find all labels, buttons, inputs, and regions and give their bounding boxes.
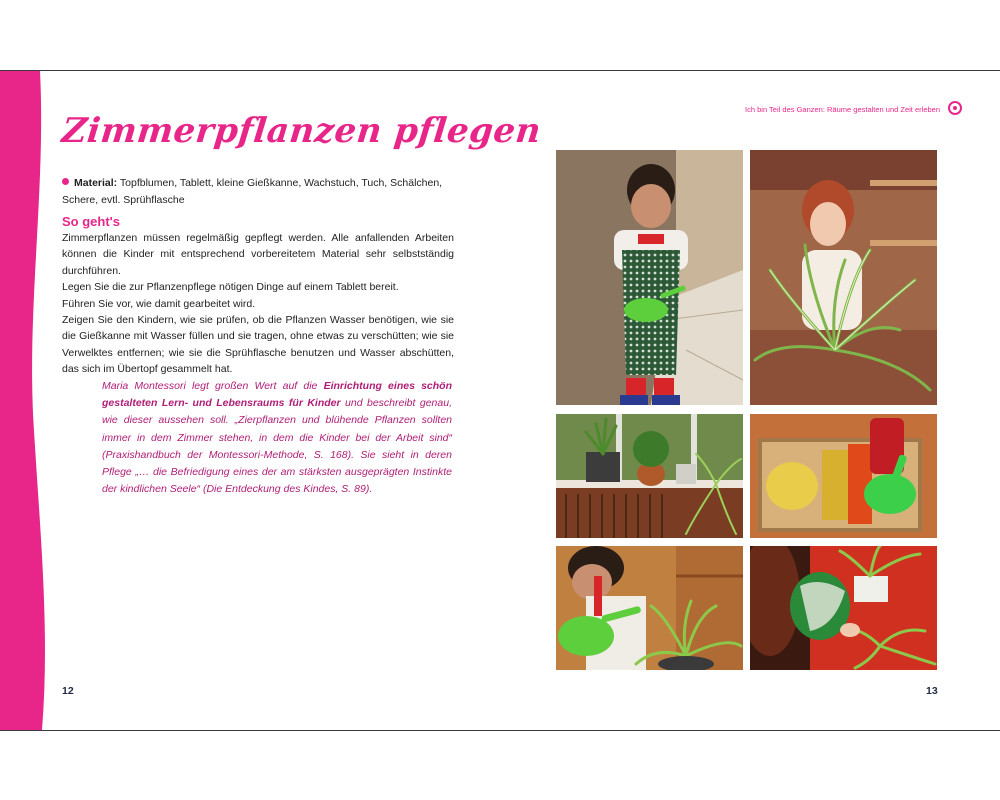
material-list: [62, 175, 452, 209]
photo-boy-watering-plant: [556, 546, 743, 670]
body-paragraph: Legen Sie die zur Pflanzenpflege nötigen Dinge auf einem Tablett bereit.: [62, 281, 399, 294]
montessori-quote: [102, 378, 452, 498]
body-paragraph: Zimmerpflanzen müssen regelmäßig gepflegt werden. Alle anfallenden Arbeiten können die Kinder mit entsprechend vorbereitetem Material sehr selbstständig durchführen.: [62, 232, 454, 277]
photo-windowsill-plants: [556, 414, 743, 538]
bullet-dot-icon: [62, 178, 69, 185]
material-text: Topfblumen, Tablett, kleine Gießkanne, Wachstuch, Tuch, Schälchen, Schere, evtl. Sprühflasche: [62, 177, 443, 206]
quote-bold: Einrichtung eines schön gestalteten Lern- und Lebensraums für Kinder: [102, 380, 452, 410]
magenta-edge-wave: [0, 71, 60, 730]
quote-part-2: und beschreibt genau, wie dieser aussehen soll. „Zierpflanzen und blühende Pflanzen sollten immer in dem Zimmer stehen, in dem die Kinder bei der Arbeit sind“ (Praxishandbuch der Montessori-Methode, S. 168). Sie sieht in deren Pflege „… die Befriedigung eines der am stärksten ausgeprägten Instinkte der kindlichen Seele“ (Die Entdeckung des Kindes, S. 89).: [102, 397, 452, 496]
body-paragraph: Zeigen Sie den Kindern, wie sie prüfen, ob die Pflanzen Wasser benötigen, wie sie die Gießkanne mit Wasser füllen und sie tragen, ohne etwas zu verschütten; wie sie Verwelktes entfernen; wie sie die Sprühflasche benutzen und Wasser abschütten, das sich im Übertopf gesammelt hat.: [62, 314, 454, 376]
section-heading: So geht's: [62, 214, 120, 229]
book-spread: [0, 70, 1000, 731]
running-head: Ich bin Teil des Ganzen: Räume gestalten und Zeit erleben: [745, 105, 940, 114]
photo-tray-materials: [750, 414, 937, 538]
page-number-right: 13: [926, 685, 938, 697]
circle-logo-icon: [948, 101, 962, 115]
body-text: [62, 230, 454, 378]
material-label: Material:: [74, 177, 118, 189]
page-number-left: 12: [62, 685, 74, 697]
photo-boy-watering-can: [556, 150, 743, 405]
page-title: Zimmerpflanzen pflegen: [59, 111, 543, 151]
photo-child-tending-plant: [750, 546, 937, 670]
photo-girl-spider-plant: [750, 150, 937, 405]
body-paragraph: Führen Sie vor, wie damit gearbeitet wird.: [62, 297, 256, 310]
quote-part-1: Maria Montessori legt großen Wert auf die: [102, 380, 324, 392]
